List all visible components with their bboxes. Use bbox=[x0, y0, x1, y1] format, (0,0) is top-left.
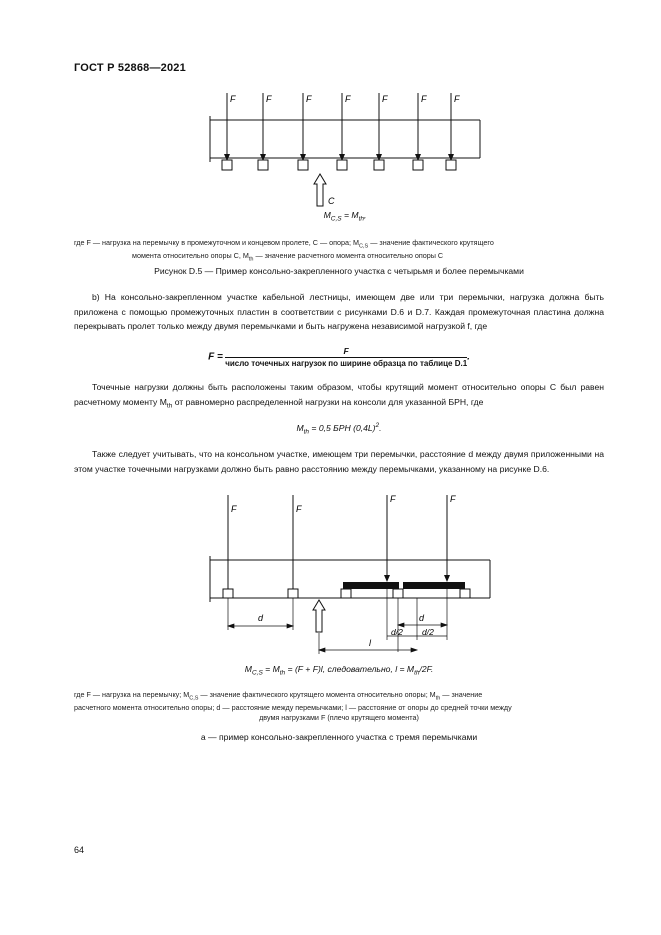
force-labels bbox=[231, 494, 456, 514]
rung bbox=[374, 160, 384, 170]
page-number: 64 bbox=[74, 845, 85, 855]
formula-f: F = $\frac{F}{\text{число точечных нагрузок по ширине образца по таблице D.1}}$ . bbox=[208, 346, 470, 368]
dimension-label: d bbox=[258, 613, 264, 623]
rung bbox=[223, 589, 233, 598]
document-header: ГОСТ Р 52868—2021 bbox=[74, 62, 186, 74]
rungs bbox=[223, 589, 470, 598]
force-arrow-4 bbox=[444, 495, 450, 582]
figure-d6a-caption: а — пример консольно-закрепленного участка с тремя перемычками bbox=[200, 732, 478, 742]
dimension-label: l bbox=[369, 638, 371, 648]
figure-d6a-legend: где F — нагрузка на перемычку; $M_{C,S}$ — значение фактического крутящего момента относительно опоры; $M_{th}$ — значение расчетного момента относительно опоры; d — расстояние между перемычками; l — расстояние от опоры до средней точки между двумя нагрузками F (плечо крутящего момента) bbox=[74, 690, 512, 723]
force-label: F bbox=[296, 504, 302, 514]
formula-mth: $M_{th} = 0,5$ БРН $(0,4L)^2$. bbox=[296, 422, 382, 436]
intermediate-plate bbox=[403, 582, 465, 589]
paragraph-three-rungs: Также следует учитывать, что на консольном участке, имеющем три перемычки, расстояние d между двумя приложенными на этом участке точечными нагрузками должно быть равно расстоянию между перемычками, указанному на рисунке D.6. bbox=[74, 449, 604, 474]
force-arrow-3 bbox=[384, 495, 390, 582]
rung bbox=[446, 160, 456, 170]
rung bbox=[393, 589, 403, 598]
figure-d5-equation: $M_{C,S} = M_{th}$, bbox=[323, 210, 367, 223]
rung bbox=[298, 160, 308, 170]
rung bbox=[288, 589, 298, 598]
support-label: C bbox=[328, 196, 335, 206]
force-label: F bbox=[345, 94, 351, 104]
force-label: F bbox=[266, 94, 272, 104]
rung bbox=[222, 160, 232, 170]
force-label: F bbox=[382, 94, 388, 104]
support-arrow-c bbox=[314, 174, 326, 206]
force-label: F bbox=[454, 94, 460, 104]
force-label: F bbox=[306, 94, 312, 104]
figure-d5-legend: где F — нагрузка на перемычку в промежуточном и концевом пролете, C — опора; $M_{C,S}$ — значение фактического крутящего момента относительно опоры C, $M_{th}$ — значение расчетного момента относительно опоры C bbox=[74, 238, 494, 263]
support-arrow-c bbox=[313, 600, 325, 632]
dimension-label: d/2 bbox=[391, 627, 403, 637]
dimension-label: d bbox=[419, 613, 425, 623]
force-label: F bbox=[390, 494, 396, 504]
paragraph-point-loads: Точечные нагрузки должны быть расположены таким образом, чтобы крутящий момент относительно опоры C был равен расчетному моменту $M_{th}$ от равномерно распределенной нагрузки на консоли для указанной БРН, где bbox=[74, 382, 604, 410]
rung bbox=[460, 589, 470, 598]
figure-d5-diagram bbox=[205, 88, 490, 218]
force-arrows bbox=[224, 93, 454, 161]
figure-d6a-diagram bbox=[205, 490, 505, 660]
dimension-label: d/2 bbox=[422, 627, 434, 637]
rungs bbox=[222, 160, 456, 170]
rung bbox=[413, 160, 423, 170]
rung bbox=[337, 160, 347, 170]
force-label: F bbox=[231, 504, 237, 514]
rung bbox=[341, 589, 351, 598]
figure-d6a-equation: $M_{C,S} = M_{th} = (F + F)l$, следовательно, $l = M_{th}/2F$. bbox=[244, 664, 434, 677]
intermediate-plate bbox=[343, 582, 399, 589]
force-labels bbox=[230, 94, 460, 104]
force-label: F bbox=[421, 94, 427, 104]
figure-d5-caption: Рисунок D.5 — Пример консольно-закрепленного участка с четырьмя и более перемычками bbox=[154, 266, 524, 276]
rung bbox=[258, 160, 268, 170]
force-label: F bbox=[230, 94, 236, 104]
force-label: F bbox=[450, 494, 456, 504]
paragraph-b: b) На консольно-закрепленном участке кабельной лестницы, имеющем две или три перемычки, нагрузка должна быть приложена с помощью промежуточных пластин в соответствии с рисунками D.6 и D.7. Каждая промежуточная пластина должна перекрывать пролет только между двумя перемычками и быть нагружена независимой нагрузкой f, где bbox=[74, 292, 604, 331]
